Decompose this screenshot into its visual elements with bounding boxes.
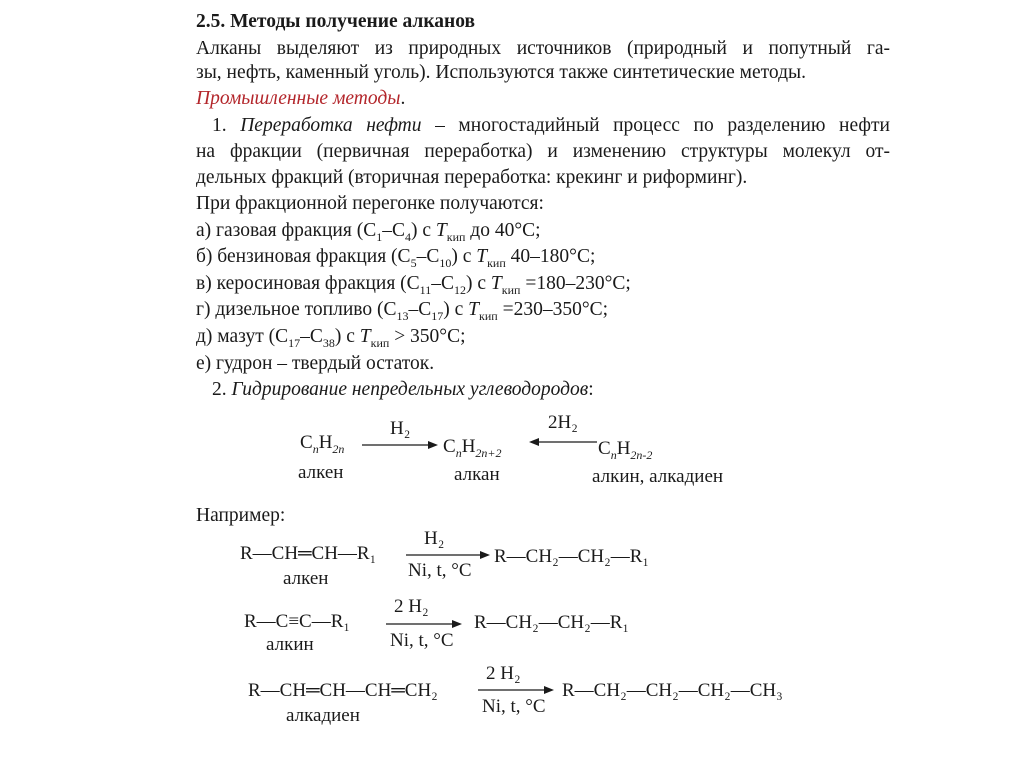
fraction-kip: кип bbox=[487, 255, 506, 270]
fraction-kip: кип bbox=[370, 335, 390, 350]
reaction-3-reagent-top: 2 H₂ bbox=[486, 663, 521, 684]
method-2-line bbox=[196, 378, 594, 402]
scheme-left-reagent: H₂ bbox=[390, 418, 411, 439]
alkyne-label: алкин, алкадиен bbox=[592, 466, 724, 487]
method-1-line-3: дельных фракций (вторичная переработка: крекинг и риформинг). bbox=[196, 167, 748, 188]
method-1-line-1 bbox=[196, 114, 890, 138]
fraction-kip: кип bbox=[501, 282, 521, 297]
fraction-line bbox=[196, 245, 595, 269]
reaction-1-reactant: R—CH═CH—R₁ bbox=[240, 543, 377, 564]
scheme-right-arrow-icon bbox=[527, 437, 599, 447]
reaction-2-reactant-label: алкин bbox=[266, 634, 314, 655]
alkane-formula: $C_nH_{2n+2}$ bbox=[443, 436, 502, 460]
reaction-2-reactant: R—C≡C—R₁ bbox=[244, 611, 351, 632]
method-2-colon: : bbox=[588, 379, 594, 400]
fraction-mid: –C bbox=[382, 220, 405, 241]
fraction-post: ) с bbox=[334, 326, 360, 347]
method-1-title: Переработка нефти bbox=[240, 115, 422, 136]
fraction-t: T bbox=[476, 246, 488, 267]
fraction-s2: 10 bbox=[439, 255, 452, 270]
fraction-s2: 4 bbox=[404, 229, 411, 244]
fraction-kip: кип bbox=[479, 308, 498, 323]
reaction-3-conditions: Ni, t, °C bbox=[482, 696, 546, 717]
distillation-intro: При фракционной перегонке получаются: bbox=[196, 193, 544, 214]
intro-line-2: зы, нефть, каменный уголь). Используются также синтетические методы. bbox=[196, 62, 807, 83]
fraction-e: е) гудрон – твердый остаток. bbox=[196, 353, 435, 374]
example-label: Например: bbox=[196, 505, 286, 526]
method-1-line-2: на фракции (первичная переработка) и изменению структуры молекул от- bbox=[196, 141, 890, 162]
industrial-methods-dot: . bbox=[400, 88, 406, 109]
fraction-mid: –C bbox=[408, 299, 432, 320]
fraction-range: =230–350°C; bbox=[497, 299, 609, 320]
fraction-s1: 17 bbox=[288, 335, 301, 350]
reaction-2-arrow-icon bbox=[384, 619, 464, 629]
reaction-3-arrow-icon bbox=[476, 685, 556, 695]
fraction-post: ) с bbox=[466, 273, 491, 294]
fraction-t: T bbox=[468, 299, 480, 320]
reaction-2-reagent-top: 2 H₂ bbox=[394, 596, 429, 617]
alkene-label: алкен bbox=[298, 462, 344, 483]
fraction-post: ) с bbox=[451, 246, 477, 267]
fraction-post: ) с bbox=[410, 220, 436, 241]
fraction-line bbox=[196, 325, 466, 349]
method-1-number: 1. bbox=[212, 115, 241, 136]
fraction-s1: 5 bbox=[410, 255, 417, 270]
fraction-kip: кип bbox=[446, 229, 466, 244]
fraction-pre: д) мазут (C bbox=[196, 326, 289, 347]
fraction-pre: б) бензиновая фракция (C bbox=[196, 246, 411, 267]
scheme-left-arrow-icon bbox=[360, 440, 440, 450]
fraction-post: ) с bbox=[443, 299, 469, 320]
fraction-pre: в) керосиновая фракция (C bbox=[196, 273, 420, 294]
intro-line-1: Алканы выделяют из природных источников (природный и попутный га- bbox=[196, 38, 890, 59]
reaction-1-conditions: Ni, t, °C bbox=[408, 560, 472, 581]
alkane-label: алкан bbox=[454, 464, 500, 485]
fraction-range: > 350°C; bbox=[389, 326, 466, 347]
reaction-2-conditions: Ni, t, °C bbox=[390, 630, 454, 651]
reaction-1-product: R—CH₂—CH₂—R₁ bbox=[494, 546, 650, 567]
alkyne-formula: $C_nH_{2n-2}$ bbox=[598, 438, 653, 462]
fraction-s1: 13 bbox=[396, 308, 409, 323]
fraction-pre: г) дизельное топливо (C bbox=[196, 299, 397, 320]
reaction-1-reagent-top: H₂ bbox=[424, 528, 445, 549]
fraction-s2: 38 bbox=[322, 335, 335, 350]
fraction-t: T bbox=[359, 326, 371, 347]
fraction-range: =180–230°C; bbox=[520, 273, 631, 294]
alkene-formula: $C_nH_{2n}$ bbox=[300, 432, 345, 456]
fraction-line bbox=[196, 272, 631, 296]
section-heading: 2.5. Методы получение алканов bbox=[196, 11, 476, 32]
fraction-line bbox=[196, 219, 541, 243]
reaction-1-reactant-label: алкен bbox=[283, 568, 329, 589]
fraction-line bbox=[196, 298, 608, 322]
reaction-2-product: R—CH₂—CH₂—R₁ bbox=[474, 612, 630, 633]
scheme-right-reagent: 2H₂ bbox=[548, 412, 578, 433]
method-1-text: многостадийный процесс по разделению нефти bbox=[458, 115, 890, 136]
fraction-range: до 40°C; bbox=[465, 220, 541, 241]
reaction-3-reactant: R—CH═CH—CH═CH₂ bbox=[248, 680, 438, 701]
fraction-s2: 12 bbox=[454, 282, 466, 297]
reaction-1-arrow-icon bbox=[404, 550, 492, 560]
fraction-s2: 17 bbox=[431, 308, 444, 323]
fraction-mid: –C bbox=[431, 273, 454, 294]
fraction-pre: а) газовая фракция (C bbox=[196, 220, 377, 241]
reaction-3-reactant-label: алкадиен bbox=[286, 705, 360, 726]
fraction-mid: –C bbox=[416, 246, 440, 267]
method-1-dash: – bbox=[421, 115, 459, 136]
method-2-number: 2. bbox=[212, 379, 232, 400]
fraction-t: T bbox=[490, 273, 502, 294]
fraction-mid: –C bbox=[300, 326, 323, 347]
fraction-s1: 11 bbox=[419, 282, 432, 297]
industrial-methods-heading bbox=[196, 87, 405, 111]
method-2-title: Гидрирование непредельных углеводородов bbox=[231, 379, 589, 400]
fraction-range: 40–180°C; bbox=[505, 246, 596, 267]
industrial-methods-label: Промышленные методы bbox=[196, 88, 401, 109]
fraction-s1: 1 bbox=[376, 229, 383, 244]
fraction-t: T bbox=[435, 220, 447, 241]
reaction-3-product: R—CH₂—CH₂—CH₂—CH₃ bbox=[562, 680, 783, 701]
